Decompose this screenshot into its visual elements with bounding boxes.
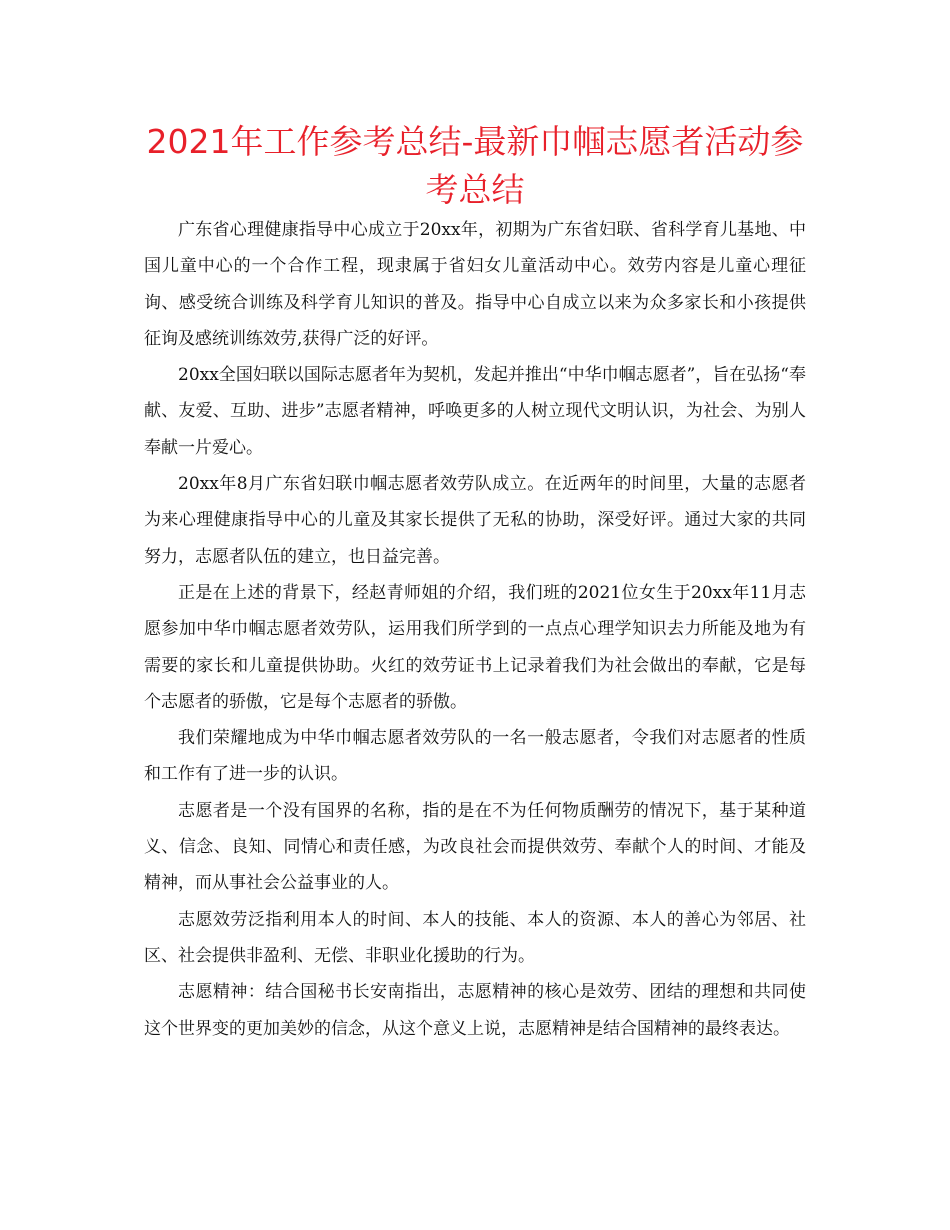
paragraph: 广东省心理健康指导中心成立于20xx年，初期为广东省妇联、省科学育儿基地、中国儿童中心的一个合作工程，现隶属于省妇女儿童活动中心。效劳内容是儿童心理征询、感受统合训练及科学育儿知识的普及。指导中心自成立以来为众多家长和小孩提供征询及感统训练效劳,获得广泛的好评。 <box>144 220 806 349</box>
document-body <box>144 212 806 1047</box>
document-title: 2021年工作参考总结-最新巾帼志愿者活动参考总结 <box>146 122 804 209</box>
paragraph: 正是在上述的背景下，经赵青师姐的介绍，我们班的2021位女生于20xx年11月志愿参加中华巾帼志愿者效劳队，运用我们所学到的一点点心理学知识去力所能及地为有需要的家长和儿童提供协助。火红的效劳证书上记录着我们为社会做出的奉献，它是每个志愿者的骄傲，它是每个志愿者的骄傲。 <box>144 582 806 712</box>
paragraph: 20xx年8月广东省妇联巾帼志愿者效劳队成立。在近两年的时间里，大量的志愿者为来心理健康指导中心的儿童及其家长提供了无私的协助，深受好评。通过大家的共同努力，志愿者队伍的建立，也日益完善。 <box>144 474 806 567</box>
paragraph: 志愿精神：结合国秘书长安南指出，志愿精神的核心是效劳、团结的理想和共同使这个世界变的更加美妙的信念，从这个意义上说，志愿精神是结合国精神的最终表达。 <box>144 982 806 1039</box>
paragraph: 志愿者是一个没有国界的名称，指的是在不为任何物质酬劳的情况下，基于某种道义、信念、良知、同情心和责任感，为改良社会而提供效劳、奉献个人的时间、才能及精神，而从事社会公益事业的人。 <box>144 800 806 894</box>
paragraph: 20xx全国妇联以国际志愿者年为契机，发起并推出“中华巾帼志愿者”，旨在弘扬“奉献、友爱、互助、进步”志愿者精神，呼唤更多的人树立现代文明认识，为社会、为别人奉献一片爱心。 <box>144 365 806 458</box>
paragraph: 志愿效劳泛指利用本人的时间、本人的技能、本人的资源、本人的善心为邻居、社区、社会提供非盈利、无偿、非职业化援助的行为。 <box>144 909 806 966</box>
paragraph: 我们荣耀地成为中华巾帼志愿者效劳队的一名一般志愿者，令我们对志愿者的性质和工作有了进一步的认识。 <box>144 728 806 785</box>
